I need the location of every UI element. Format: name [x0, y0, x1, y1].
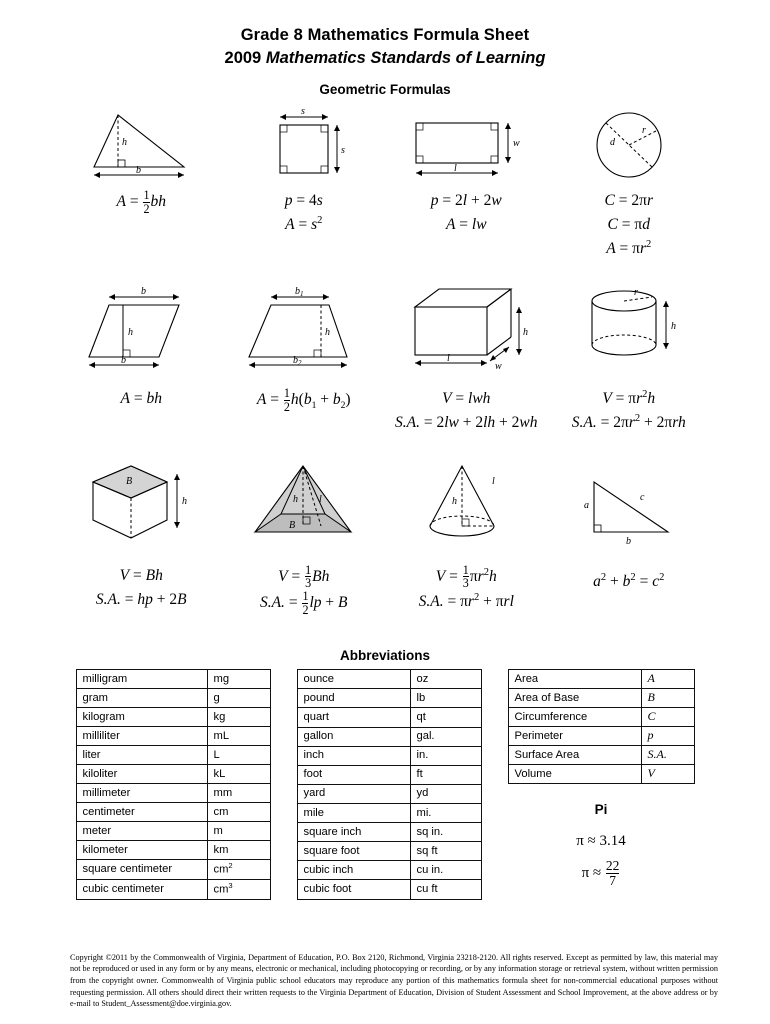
abbreviation-table-metric	[76, 669, 271, 899]
abbrev-name: pound	[297, 689, 410, 708]
table-row	[297, 880, 481, 899]
formula-cell-cylinder	[548, 277, 711, 435]
svg-text:b: b	[136, 165, 142, 176]
svg-text:b: b	[141, 286, 147, 298]
svg-text:l: l	[447, 353, 451, 365]
triangle-figure	[76, 103, 206, 181]
right-triangle-formulas: $a^2 + b^2 = c^2$	[593, 571, 665, 590]
circle-figure	[574, 103, 684, 181]
abbrev-symbol: lb	[410, 689, 481, 708]
abbrev-name: kiloliter	[76, 765, 207, 784]
svg-text:s: s	[340, 145, 345, 156]
table-row	[76, 841, 270, 860]
svg-text:r: r	[633, 287, 638, 299]
triangular-prism-figure	[71, 456, 211, 556]
abbrev-name: yard	[297, 784, 410, 803]
abbreviation-tables	[60, 669, 710, 899]
abbrev-symbol: mg	[207, 670, 270, 689]
table-row	[297, 708, 481, 727]
symbol-letter: S.A.	[641, 746, 694, 765]
formula-cell-pyramid	[223, 456, 386, 617]
abbrev-symbol: sq ft	[410, 842, 481, 861]
formula-cell-triangular-prism	[60, 456, 223, 617]
table-row	[297, 823, 481, 842]
svg-text:l: l	[454, 163, 458, 174]
table-row	[76, 784, 270, 803]
svg-text:c: c	[639, 491, 645, 503]
svg-text:a: a	[583, 499, 589, 511]
formula-cell-right-triangle	[548, 456, 711, 617]
abbrev-symbol: mL	[207, 727, 270, 746]
abbrev-symbol: kL	[207, 765, 270, 784]
abbrev-name: square inch	[297, 823, 410, 842]
abbrev-name: cubic centimeter	[76, 879, 207, 899]
prism-formulas: V = lwh S.A. = 2lw + 2lh + 2wh	[394, 390, 538, 432]
svg-text:h: h	[122, 137, 128, 148]
abbrev-name: quart	[297, 708, 410, 727]
svg-text:h: h	[324, 327, 330, 339]
page-subtitle	[60, 49, 710, 68]
formula-cell-circle	[548, 103, 711, 261]
svg-text:r: r	[641, 125, 646, 136]
abbrev-symbol: cu in.	[410, 861, 481, 880]
section-heading-pi: Pi	[594, 802, 608, 818]
rectangle-figure	[396, 103, 536, 181]
abbrev-symbol: qt	[410, 708, 481, 727]
pi-fraction	[508, 858, 695, 890]
table-row	[297, 784, 481, 803]
abbrev-symbol: m	[207, 822, 270, 841]
pi-values	[508, 826, 695, 889]
table-row	[76, 689, 270, 708]
svg-text:l: l	[492, 475, 496, 487]
table-row	[76, 746, 270, 765]
abbrev-name: millimeter	[76, 784, 207, 803]
symbol-letter: V	[641, 765, 694, 784]
formula-row-1	[60, 103, 710, 261]
abbrev-name: mile	[297, 803, 410, 822]
abbreviation-table-customary	[297, 669, 482, 899]
formula-cell-parallelogram	[60, 277, 223, 435]
table-row	[76, 860, 270, 880]
circle-formulas: C = 2πr C = πd $A = \pi r^2$	[604, 192, 653, 258]
symbol-name: Perimeter	[508, 727, 641, 746]
abbrev-name: ounce	[297, 670, 410, 689]
pyramid-formulas: V = $\frac{1}{3}$ Bh S.A. = $\frac{1}{2}$ lp + B	[259, 562, 348, 617]
abbrev-name: cubic inch	[297, 861, 410, 880]
subtitle-standards: Mathematics Standards of Learning	[265, 49, 546, 67]
right-triangle-figure	[564, 456, 694, 556]
abbrev-symbol: oz	[410, 670, 481, 689]
parallelogram-figure	[71, 277, 211, 379]
formula-row-2	[60, 277, 710, 435]
table-row	[508, 689, 694, 708]
table-row	[297, 765, 481, 784]
section-heading-geometric: Geometric Formulas	[319, 82, 451, 97]
symbol-letter: p	[641, 727, 694, 746]
symbol-letter: A	[641, 670, 694, 689]
svg-text:h: h	[670, 321, 676, 333]
cylinder-formulas: $V = \pi r^2h$ S.A. = $2\pi r^2 + 2\pi rh$	[571, 389, 686, 432]
formula-cell-trapezoid	[223, 277, 386, 435]
abbrev-symbol: mi.	[410, 803, 481, 822]
abbrev-name: foot	[297, 765, 410, 784]
svg-text:B: B	[288, 519, 295, 531]
triangle-formulas: A = $\frac{1}{2}$ bh	[116, 188, 166, 216]
trapezoid-formulas: A = $\frac{1}{2}$ $h(b_1 + b_2)$	[256, 386, 351, 414]
svg-text:l: l	[318, 493, 322, 505]
table-row	[76, 708, 270, 727]
table-row	[76, 727, 270, 746]
formula-cell-rectangle	[385, 103, 548, 261]
abbreviation-table-symbols	[508, 669, 695, 784]
copyright-notice: Copyright ©2011 by the Commonwealth of Virginia, Department of Education, P.O. Box 2120, Richmond, Virginia 23218-2120. All rights reserved. Except as permitted by law, this material may not be reproduced or used in any form or by any means, electronic or mechanical, including photocopying or recording, or by any information storage or retrieval system, without written permission from the copyright owner. Commonwealth of Virginia public school educators may reproduce any portion of this mathematics formula sheet for non-commercial educational purposes without requesting permission. All others should direct their written requests to the Virginia Department of Education, Division of Student Assessment and School Improvement, at the above address or by e-mail to Student_Assessment@doe.virginia.gov.	[70, 952, 718, 1009]
svg-text:b1: $b_1$	[294, 286, 304, 299]
svg-text:h: h	[128, 327, 134, 339]
svg-text:d: d	[609, 137, 615, 148]
svg-text:h: h	[452, 495, 458, 507]
table-row	[76, 765, 270, 784]
symbol-name: Circumference	[508, 708, 641, 727]
pi-fraction-denominator: 7	[606, 873, 620, 888]
page-title: Grade 8 Mathematics Formula Sheet	[240, 26, 530, 44]
abbrev-name: liter	[76, 746, 207, 765]
trapezoid-figure	[229, 277, 379, 379]
svg-text:h: h	[182, 495, 188, 507]
cone-formulas: V = $\frac{1}{3}$ $\pi r^2h$ S.A. = $\pi r^2 + \pi rl$	[418, 562, 514, 611]
abbrev-name: square centimeter	[76, 860, 207, 880]
square-figure	[244, 103, 364, 181]
table-row	[508, 708, 694, 727]
abbrev-symbol: in.	[410, 746, 481, 765]
table-row	[297, 746, 481, 765]
table-row	[297, 670, 481, 689]
abbrev-symbol: sq in.	[410, 823, 481, 842]
abbrev-symbol: gal.	[410, 727, 481, 746]
abbrev-symbol: km	[207, 841, 270, 860]
abbrev-symbol: yd	[410, 784, 481, 803]
svg-text:B: B	[126, 475, 133, 487]
abbrev-symbol: ft	[410, 765, 481, 784]
pi-fraction-numerator: 22	[605, 857, 620, 873]
table-row	[297, 803, 481, 822]
abbrev-name: milligram	[76, 670, 207, 689]
abbrev-symbol: $cm^2$	[207, 860, 270, 880]
table-row	[508, 670, 694, 689]
abbrev-name: milliliter	[76, 727, 207, 746]
abbrev-symbol: $cm^3$	[207, 879, 270, 899]
parallelogram-formulas: A = bh	[120, 390, 162, 408]
pi-fraction-symbol: π ≈	[581, 864, 602, 881]
table-row	[76, 803, 270, 822]
cylinder-figure	[564, 277, 694, 379]
table-row	[508, 765, 694, 784]
svg-text:b: b	[121, 355, 127, 367]
abbrev-symbol: mm	[207, 784, 270, 803]
abbrev-symbol: L	[207, 746, 270, 765]
formula-row-3	[60, 456, 710, 617]
abbrev-symbol: cm	[207, 803, 270, 822]
abbrev-name: square foot	[297, 842, 410, 861]
table-row	[76, 879, 270, 899]
symbol-name: Area of Base	[508, 689, 641, 708]
symbols-and-pi-column	[508, 669, 695, 899]
formula-cell-square	[223, 103, 386, 261]
rectangle-formulas: p = 2l + 2w A = lw	[430, 192, 502, 234]
abbrev-symbol: g	[207, 689, 270, 708]
symbol-name: Surface Area	[508, 746, 641, 765]
rectangular-prism-figure	[391, 277, 541, 379]
abbrev-name: gram	[76, 689, 207, 708]
table-row	[508, 746, 694, 765]
svg-text:h: h	[523, 327, 529, 339]
formula-cell-cone	[385, 456, 548, 617]
abbrev-name: meter	[76, 822, 207, 841]
formula-cell-prism	[385, 277, 548, 435]
table-row	[76, 670, 270, 689]
symbol-name: Volume	[508, 765, 641, 784]
svg-text:b: b	[625, 535, 631, 547]
table-row	[297, 727, 481, 746]
abbrev-name: kilometer	[76, 841, 207, 860]
subtitle-year: 2009	[224, 49, 266, 67]
svg-text:w: w	[495, 361, 502, 373]
symbol-letter: B	[641, 689, 694, 708]
abbrev-symbol: cu ft	[410, 880, 481, 899]
abbrev-name: kilogram	[76, 708, 207, 727]
cone-figure	[396, 456, 536, 556]
abbrev-name: gallon	[297, 727, 410, 746]
abbrev-symbol: kg	[207, 708, 270, 727]
symbol-name: Area	[508, 670, 641, 689]
table-row	[76, 822, 270, 841]
svg-text:h: h	[292, 493, 298, 505]
table-row	[508, 727, 694, 746]
triangular-prism-formulas: V = Bh S.A. = hp + 2B	[95, 566, 187, 608]
pyramid-figure	[229, 456, 379, 556]
table-row	[297, 861, 481, 880]
table-row	[297, 842, 481, 861]
table-row	[297, 689, 481, 708]
svg-text:s: s	[300, 106, 305, 117]
abbrev-name: centimeter	[76, 803, 207, 822]
svg-text:w: w	[513, 138, 520, 149]
section-heading-abbreviations: Abbreviations	[339, 648, 431, 664]
pi-decimal: π ≈ 3.14	[576, 833, 626, 850]
abbrev-name: cubic foot	[297, 880, 410, 899]
formula-cell-triangle	[60, 103, 223, 261]
svg-text:b2: $b_2$	[292, 355, 302, 368]
square-formulas: p = 4s $A = s^2$	[284, 192, 323, 234]
abbrev-name: inch	[297, 746, 410, 765]
symbol-letter: C	[641, 708, 694, 727]
